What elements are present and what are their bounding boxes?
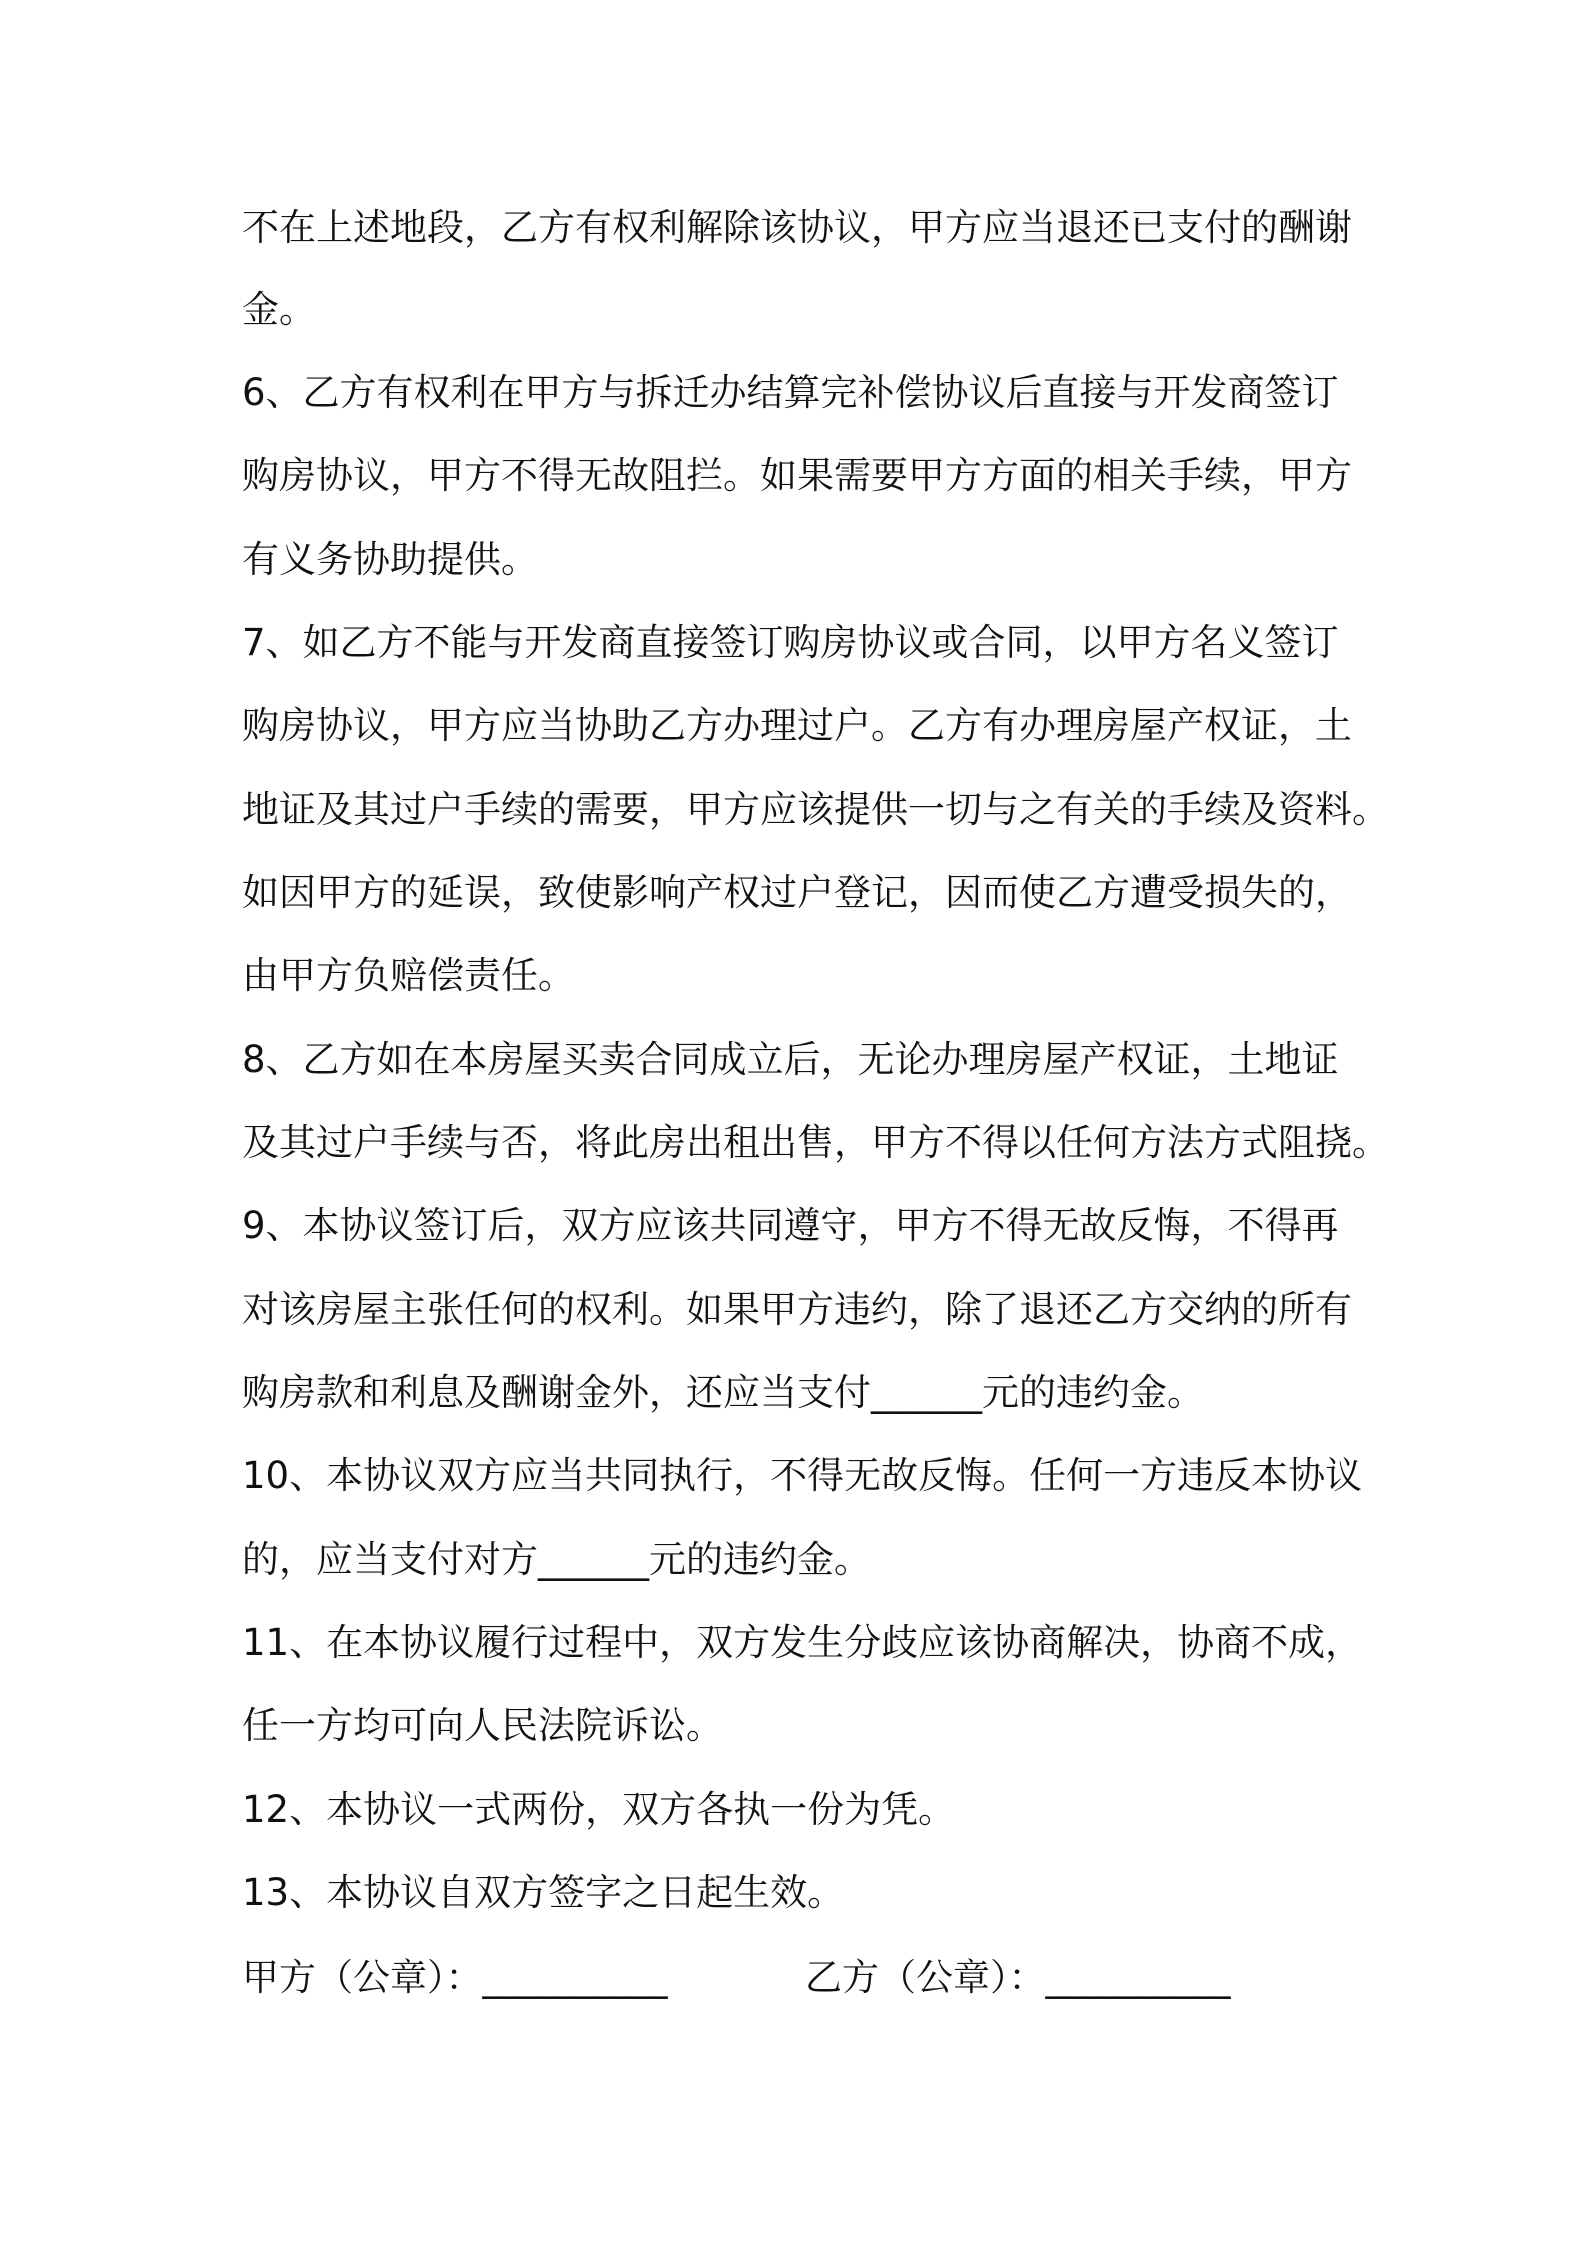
text-line: 有义务协助提供。: [242, 538, 538, 581]
text-line: 不在上述地段，乙方有权利解除该协议，甲方应当退还已支付的酬谢: [242, 206, 1352, 249]
text-line: 购房款和利息及酬谢金外，还应当支付______元的违约金。: [242, 1371, 1204, 1414]
text-line: 任一方均可向人民法院诉讼。: [242, 1704, 723, 1747]
text-line: 7、如乙方不能与开发商直接签订购房协议或合同，以甲方名义签订: [242, 621, 1339, 664]
text-line: 购房协议，甲方不得无故阻拦。如果需要甲方方面的相关手续，甲方: [242, 454, 1352, 497]
text-line: 金。: [242, 288, 316, 331]
text-line: 8、乙方如在本房屋买卖合同成立后，无论办理房屋产权证，土地证: [242, 1038, 1339, 1081]
text-line: 及其过户手续与否，将此房出租出售，甲方不得以任何方法方式阻挠。: [242, 1121, 1389, 1164]
text-line: 的，应当支付对方______元的违约金。: [242, 1538, 871, 1581]
text-line: 12、本协议一式两份，双方各执一份为凭。: [242, 1788, 956, 1831]
text-line: 如因甲方的延误，致使影响产权过户登记，因而使乙方遭受损失的，: [242, 871, 1352, 914]
text-line: 9、本协议签订后，双方应该共同遵守，甲方不得无故反悔，不得再: [242, 1204, 1339, 1247]
text-line: 地证及其过户手续的需要，甲方应该提供一切与之有关的手续及资料。: [242, 788, 1389, 831]
party-b-signature: 乙方（公章）：__________: [805, 1956, 1231, 1999]
text-line: 购房协议，甲方应当协助乙方办理过户。乙方有办理房屋产权证，土: [242, 704, 1352, 747]
party-a-signature: 甲方（公章）：__________: [242, 1956, 668, 1999]
text-line: 11、在本协议履行过程中，双方发生分歧应该协商解决，协商不成，: [242, 1621, 1363, 1664]
text-line: 由甲方负赔偿责任。: [242, 954, 575, 997]
text-line: 10、本协议双方应当共同执行，不得无故反悔。任何一方违反本协议: [242, 1454, 1363, 1497]
text-line: 对该房屋主张任何的权利。如果甲方违约，除了退还乙方交纳的所有: [242, 1288, 1352, 1331]
text-line: 6、乙方有权利在甲方与拆迁办结算完补偿协议后直接与开发商签订: [242, 371, 1339, 414]
text-line: 13、本协议自双方签字之日起生效。: [242, 1871, 845, 1914]
